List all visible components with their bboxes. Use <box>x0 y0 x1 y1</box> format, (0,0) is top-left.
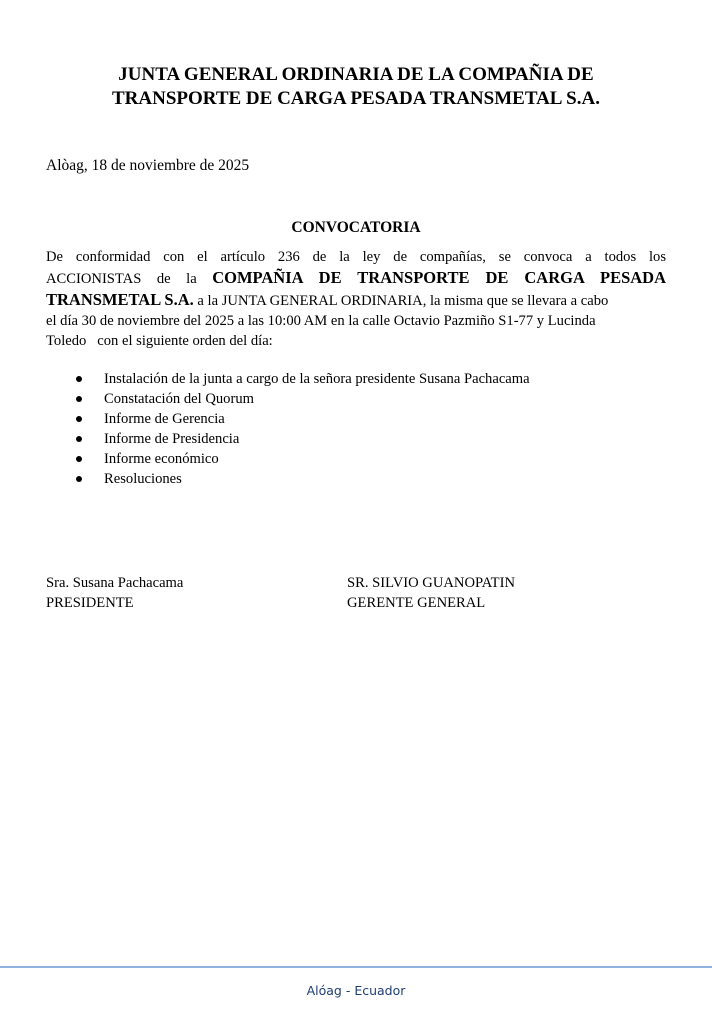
agenda-item-text: Informe económico <box>104 451 219 467</box>
bullet-icon <box>76 396 82 402</box>
paragraph-line-3-rest: a la JUNTA GENERAL ORDINARIA, la misma que se llevara a cabo <box>193 293 609 309</box>
title-line-2: TRANSPORTE DE CARGA PESADA TRANSMETAL S.A. <box>112 88 600 109</box>
paragraph-line-2 <box>46 267 666 289</box>
list-item <box>76 469 530 489</box>
paragraph-line-4: el día 30 de noviembre del 2025 a las 10:00 AM en la calle Octavio Pazmiño S1-77 y Lucinda <box>46 313 596 329</box>
company-name-part-2: TRANSMETAL S.A. <box>46 290 194 309</box>
paragraph-line-5: Toledo con el siguiente orden del día: <box>46 333 273 349</box>
paragraph-line-1: De conformidad con el artículo 236 de la ley de compañías, se convoca a todos los <box>46 249 666 265</box>
agenda-item-text: Informe de Gerencia <box>104 411 225 427</box>
agenda-item-text: Instalación de la junta a cargo de la señora presidente Susana Pachacama <box>104 371 530 387</box>
paragraph-line-3 <box>46 289 666 311</box>
signature-name: Sra. Susana Pachacama <box>46 575 184 591</box>
bullet-icon <box>76 456 82 462</box>
signature-role: PRESIDENTE <box>46 595 134 611</box>
signature-manager <box>347 573 515 613</box>
company-name-part-1: COMPAÑIA DE TRANSPORTE DE CARGA PESADA <box>212 268 666 287</box>
list-item <box>76 409 530 429</box>
signature-role: GERENTE GENERAL <box>347 595 486 611</box>
agenda-item-text: Constatación del Quorum <box>104 391 254 407</box>
convocatoria-heading: CONVOCATORIA <box>291 219 421 236</box>
signature-president <box>46 573 183 613</box>
title-line-1: JUNTA GENERAL ORDINARIA DE LA COMPAÑIA DE <box>118 64 594 85</box>
date-line: Alòag, 18 de noviembre de 2025 <box>46 157 250 174</box>
footer-location: Alóag - Ecuador <box>306 983 406 998</box>
agenda-item-text: Resoluciones <box>104 471 182 487</box>
list-item <box>76 429 530 449</box>
bullet-icon <box>76 476 82 482</box>
bullet-icon <box>76 376 82 382</box>
signature-name: SR. SILVIO GUANOPATIN <box>347 575 515 591</box>
list-item <box>76 369 530 389</box>
agenda-item-text: Informe de Presidencia <box>104 431 240 447</box>
bullet-icon <box>76 436 82 442</box>
convocation-paragraph <box>46 247 666 351</box>
list-item <box>76 449 530 469</box>
bullet-icon <box>76 416 82 422</box>
paragraph-line-2-prefix: ACCIONISTAS de la <box>46 271 197 287</box>
footer-divider <box>0 966 712 968</box>
list-item <box>76 389 530 409</box>
agenda-list <box>76 369 530 489</box>
document-title <box>40 63 672 111</box>
